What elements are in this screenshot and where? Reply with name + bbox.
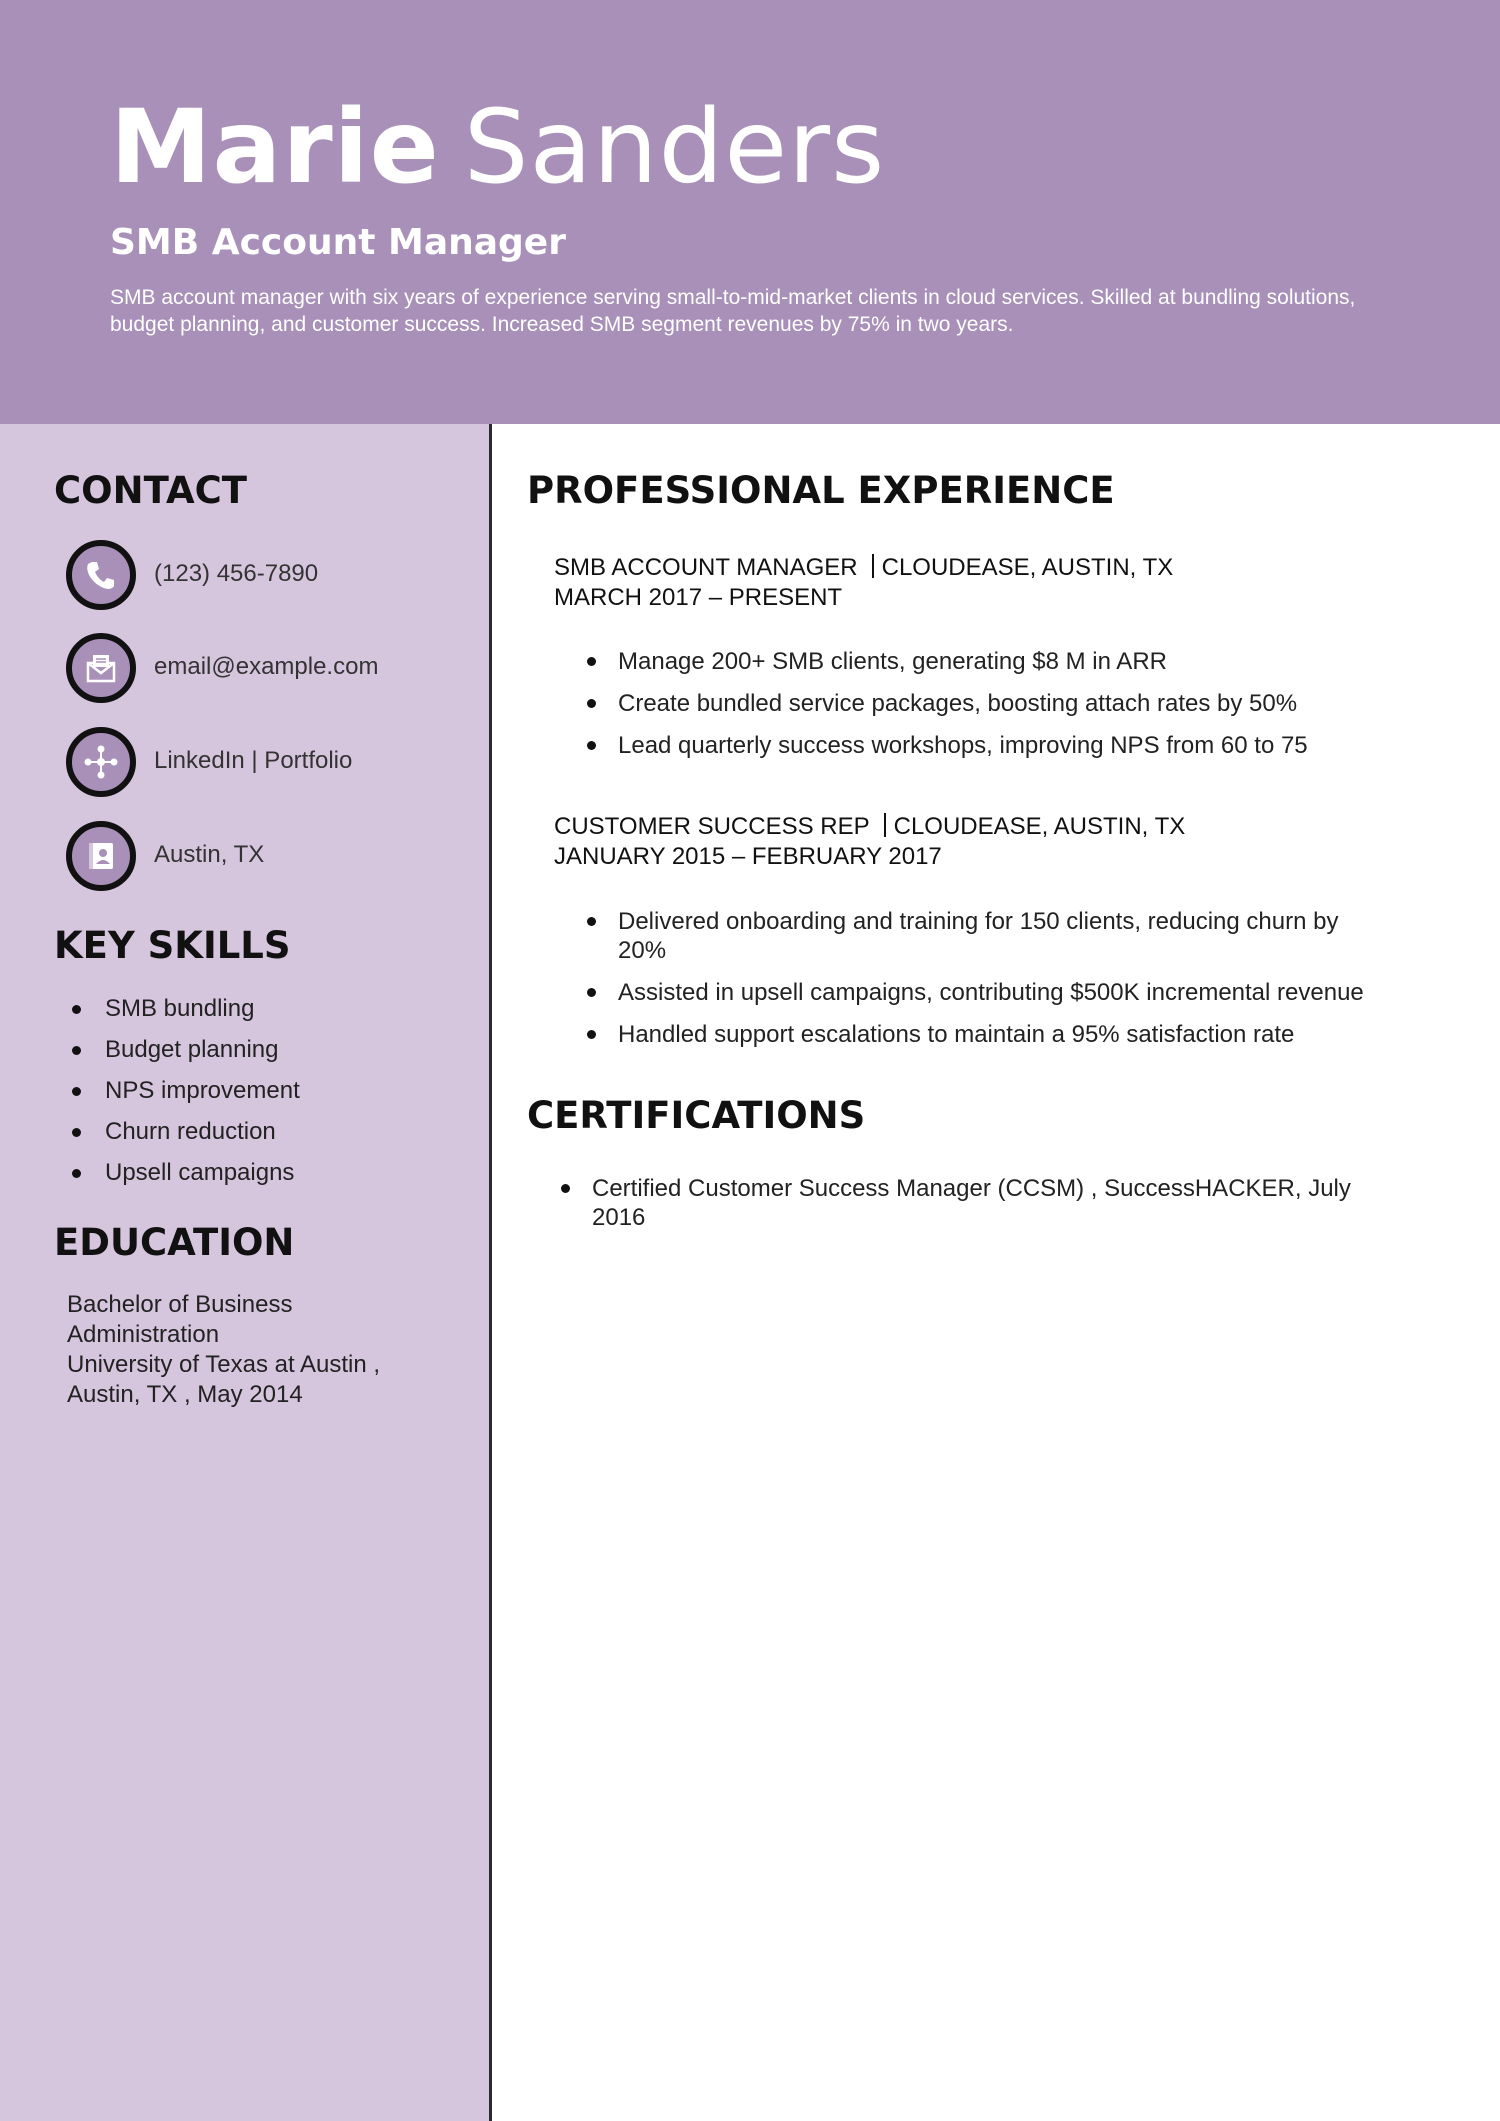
job-title: SMB Account Manager xyxy=(110,222,566,263)
list-item: Assisted in upsell campaigns, contributing $500K incremental revenue xyxy=(618,978,1378,1007)
school-location-date: Austin, TX , May 2014 xyxy=(67,1381,303,1408)
job-bullets xyxy=(618,647,1458,773)
experience-heading: PROFESSIONAL EXPERIENCE xyxy=(527,469,1115,512)
phone-icon xyxy=(66,540,136,610)
education-entry xyxy=(67,1290,467,1410)
list-item: Lead quarterly success workshops, improving NPS from 60 to 75 xyxy=(618,731,1458,760)
first-name: Marie xyxy=(110,88,440,207)
list-item: Manage 200+ SMB clients, generating $8 M in ARR xyxy=(618,647,1458,676)
job-position: CUSTOMER SUCCESS REP xyxy=(554,813,870,840)
network-icon xyxy=(66,727,136,797)
separator xyxy=(872,554,874,578)
list-item: Budget planning xyxy=(72,1029,300,1070)
professional-summary: SMB account manager with six years of experience serving small-to-mid-market clients in cloud services. Skilled at bundling solutions, budget planning, and customer success. Increased SMB segment revenues by 75% in two years. xyxy=(110,286,1356,336)
mail-icon xyxy=(66,633,136,703)
certifications-heading: CERTIFICATIONS xyxy=(527,1094,866,1137)
list-item: Churn reduction xyxy=(72,1111,300,1152)
contact-card-icon xyxy=(66,821,136,891)
list-item: Create bundled service packages, boosting attach rates by 50% xyxy=(618,689,1458,718)
job-entry-2 xyxy=(554,812,1434,1048)
person-name xyxy=(110,88,885,208)
list-item: Delivered onboarding and training for 150 clients, reducing churn by 20% xyxy=(618,907,1378,965)
list-item: Certified Customer Success Manager (CCSM) , SuccessHACKER, July 2016 xyxy=(592,1174,1392,1232)
header-banner xyxy=(0,0,1500,424)
job-entry-1 xyxy=(554,553,1434,759)
job-company: CLOUDEASE, AUSTIN, TX xyxy=(893,813,1186,840)
contact-phone-text: (123) 456-7890 xyxy=(154,560,319,587)
skills-heading: KEY SKILLS xyxy=(54,924,291,967)
job-dates: JANUARY 2015 – FEBRUARY 2017 xyxy=(554,843,942,870)
contact-phone xyxy=(66,540,466,612)
job-bullets xyxy=(618,907,1378,1062)
education-heading: EDUCATION xyxy=(54,1221,295,1264)
list-item: NPS improvement xyxy=(72,1070,300,1111)
contact-links-text[interactable]: LinkedIn | Portfolio xyxy=(154,747,353,774)
contact-location-text: Austin, TX xyxy=(154,841,265,868)
contact-email-text[interactable]: email@example.com xyxy=(154,653,379,680)
job-position: SMB ACCOUNT MANAGER xyxy=(554,554,858,581)
contact-heading: CONTACT xyxy=(54,469,247,512)
last-name: Sanders xyxy=(463,88,886,207)
job-dates: MARCH 2017 – PRESENT xyxy=(554,584,843,611)
job-title-company xyxy=(554,812,1434,842)
job-title-company xyxy=(554,553,1434,583)
separator xyxy=(884,813,886,837)
skills-list xyxy=(72,988,300,1193)
list-item: Handled support escalations to maintain a 95% satisfaction rate xyxy=(618,1020,1378,1049)
school-name: University of Texas at Austin , xyxy=(67,1351,381,1378)
contact-email xyxy=(66,633,466,705)
degree-line-2: Administration xyxy=(67,1321,220,1348)
certifications-list xyxy=(592,1174,1392,1245)
degree-line-1: Bachelor of Business xyxy=(67,1291,293,1318)
contact-location xyxy=(66,821,466,893)
list-item: SMB bundling xyxy=(72,988,300,1029)
job-company: CLOUDEASE, AUSTIN, TX xyxy=(881,554,1174,581)
list-item: Upsell campaigns xyxy=(72,1152,300,1193)
contact-links xyxy=(66,727,466,799)
